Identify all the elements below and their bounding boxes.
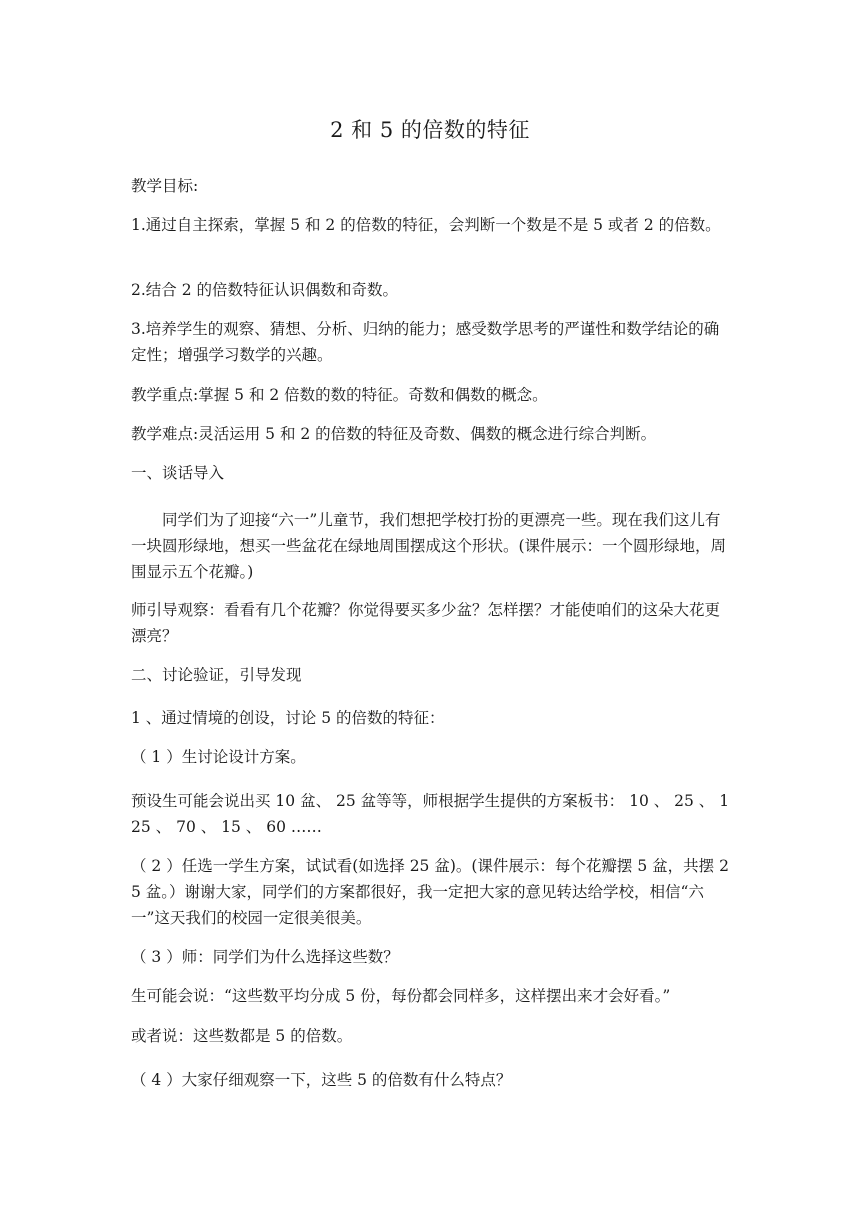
- student-answer-2: 或者说：这些数都是 5 的倍数。: [131, 1027, 353, 1045]
- student-answer-1: 生可能会说：“这些数平均分成 5 份，每份都会同样多，这样摆出来才会好看。”: [131, 987, 671, 1005]
- objective-2: 2.结合 2 的倍数特征认识偶数和奇数。: [131, 281, 399, 299]
- step-1-4: （ 4 ）大家仔细观察一下，这些 5 的倍数有什么特点？: [131, 1071, 512, 1089]
- section-2-heading: 二、讨论验证，引导发现: [131, 666, 302, 684]
- teaching-key-points: 教学重点:掌握 5 和 2 倍数的数的特征。奇数和偶数的概念。: [131, 386, 548, 404]
- guided-observation: 师引导观察：看看有几个花瓣？你觉得要买多少盆？怎样摆？才能使咱们的这朵大花更漂亮？: [131, 601, 721, 645]
- step-1-1-detail: 预设生可能会说出买 10 盆、 25 盆等等，师根据学生提供的方案板书： 10 、 25 、 125 、 70 、 15 、 60 ……: [131, 792, 730, 836]
- objective-1: 1.通过自主探索，掌握 5 和 2 的倍数的特征，会判断一个数是不是 5 或者 2 的倍数。: [131, 216, 721, 234]
- teaching-objectives-heading: 教学目标:: [131, 177, 199, 195]
- objective-3: 3.培养学生的观察、猜想、分析、归纳的能力；感受数学思考的严谨性和数学结论的确定性；增强学习数学的兴趣。: [131, 320, 720, 364]
- document-title: 2 和 5 的倍数的特征: [330, 118, 530, 142]
- teaching-difficulties: 教学难点:灵活运用 5 和 2 的倍数的特征及奇数、偶数的概念进行综合判断。: [131, 425, 657, 443]
- step-1-2: （ 2 ）任选一学生方案，试试看(如选择 25 盆)。(课件展示：每个花瓣摆 5 盆，共摆 25 盆。）谢谢大家，同学们的方案都很好，我一定把大家的意见转达给学校，相信“六一”这天我们的校园一定很美很美。: [131, 857, 729, 927]
- step-1-1: （ 1 ）生讨论设计方案。: [131, 748, 306, 766]
- section-1-heading: 一、谈话导入: [131, 464, 225, 482]
- intro-paragraph: 同学们为了迎接“六一”儿童节，我们想把学校打扮的更漂亮一些。现在我们这儿有一块圆形绿地，想买一些盆花在绿地周围摆成这个形状。(课件展示：一个圆形绿地，周围显示五个花瓣。): [131, 511, 727, 581]
- step-1: 1 、通过情境的创设，讨论 5 的倍数的特征：: [131, 709, 445, 727]
- step-1-3: （ 3 ）师：同学们为什么选择这些数？: [131, 948, 399, 966]
